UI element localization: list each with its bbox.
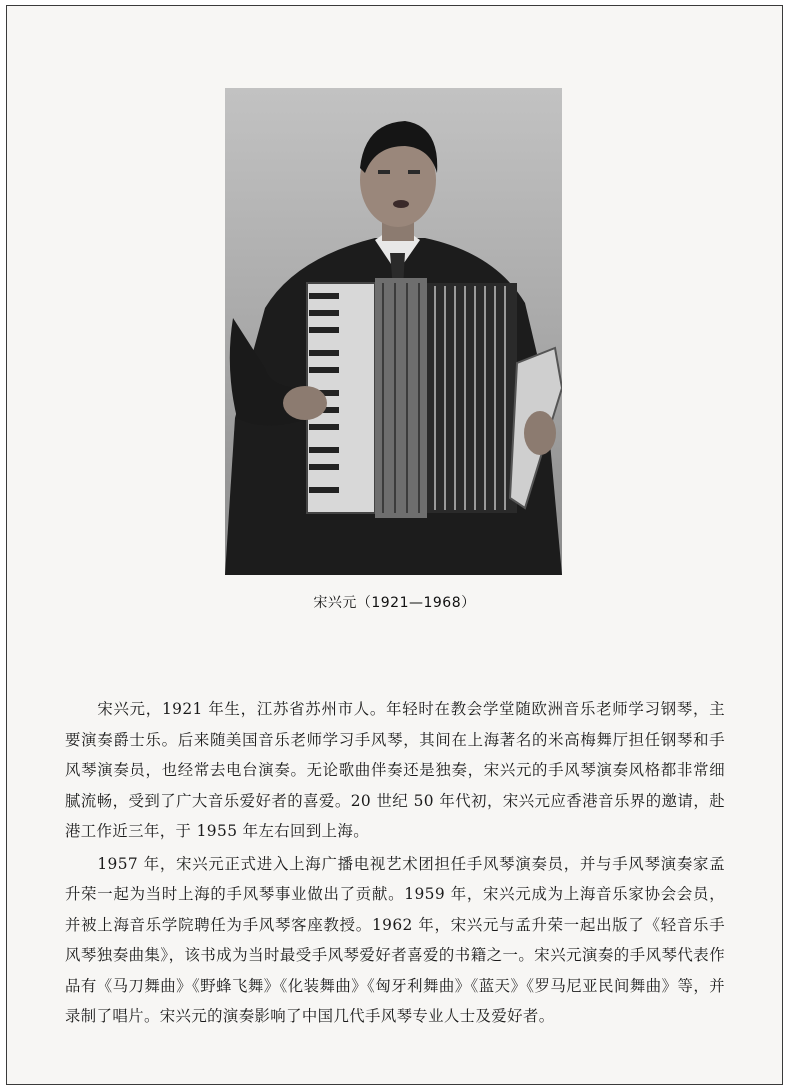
- body-text: [65, 694, 725, 1034]
- paragraph-1: 宋兴元，1921 年生，江苏省苏州市人。年轻时在教会学堂随欧洲音乐老师学习钢琴，主要演奏爵士乐。后来随美国音乐老师学习手风琴，其间在上海著名的米高梅舞厅担任钢琴和手风琴演奏员，也经常去电台演奏。无论歌曲伴奏还是独奏，宋兴元的手风琴演奏风格都非常细腻流畅，受到了广大音乐爱好者的喜爱。20 世纪 50 年代初，宋兴元应香港音乐界的邀请，赴港工作近三年，于 1955 年左右回到上海。: [65, 700, 725, 840]
- portrait-photo: [225, 88, 562, 575]
- accordion-player-photo: [225, 88, 562, 575]
- photo-caption: 宋兴元（1921—1968）: [313, 595, 476, 611]
- paragraph-2: 1957 年，宋兴元正式进入上海广播电视艺术团担任手风琴演奏员，并与手风琴演奏家孟升荣一起为当时上海的手风琴事业做出了贡献。1959 年，宋兴元成为上海音乐家协会会员，并被上海音乐学院聘任为手风琴客座教授。1962 年，宋兴元与孟升荣一起出版了《轻音乐手风琴独奏曲集》，该书成为当时最受手风琴爱好者喜爱的书籍之一。宋兴元演奏的手风琴代表作品有《马刀舞曲》《野蜂飞舞》《化装舞曲》《匈牙利舞曲》《蓝天》《罗马尼亚民间舞曲》等，并录制了唱片。宋兴元的演奏影响了中国几代手风琴专业人士及爱好者。: [65, 854, 725, 1025]
- book-page: [6, 5, 783, 1085]
